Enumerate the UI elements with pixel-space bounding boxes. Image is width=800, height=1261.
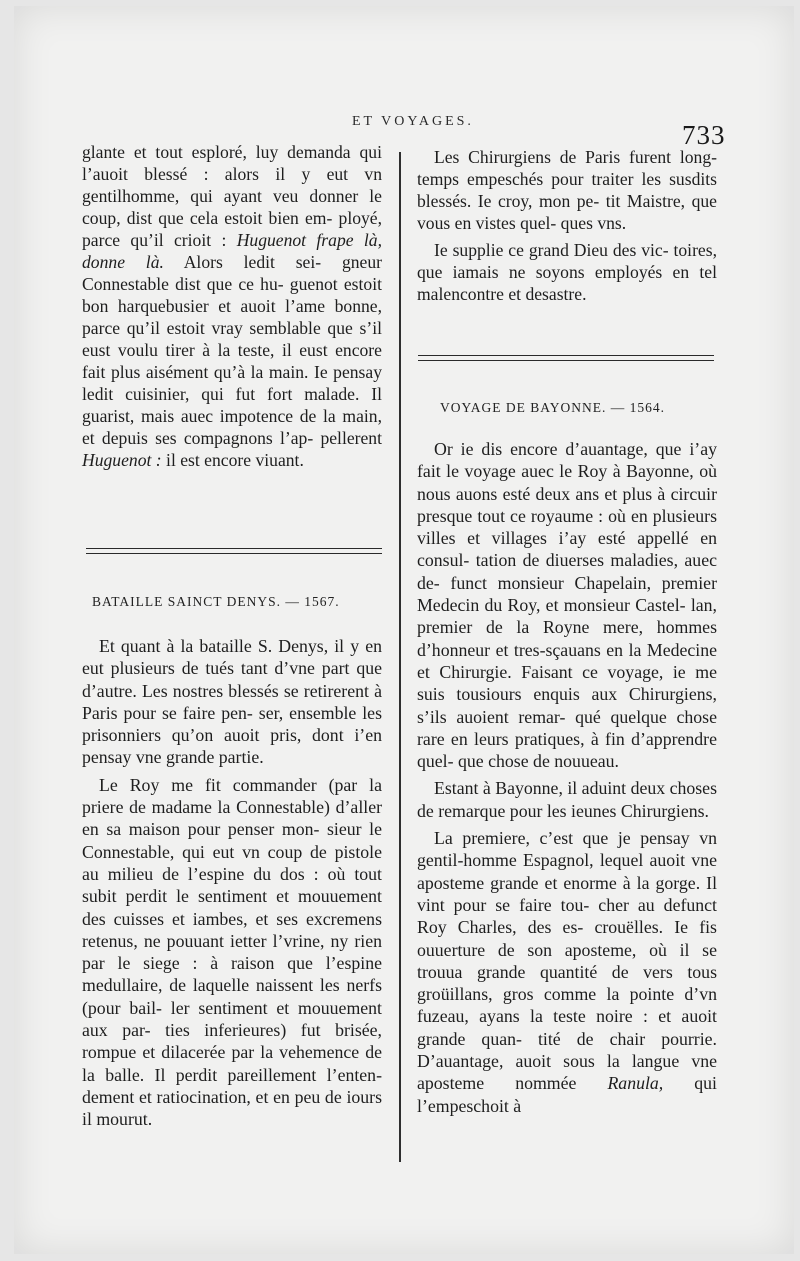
text-line: glante et tout esploré, luy demanda [82, 142, 351, 162]
text-line: tation de diuerses maladies, auec de- [417, 550, 717, 593]
text-line: ietter l’vrine, ny rien par le siege : à [82, 930, 382, 974]
italic-text: Ranula, [607, 1073, 664, 1094]
right-column-section-text [417, 438, 717, 1117]
text-line: se retirerent à Paris pour se faire pen- [82, 680, 382, 723]
text-line: vray semblable que s’il eust voulu [82, 318, 382, 360]
text-line: grande partie. [165, 747, 264, 768]
paragraph [82, 774, 382, 1131]
text-line: ployé, parce qu’il crioit : [82, 208, 383, 250]
text-line: plus aisément qu’à la main. Ie pensay [110, 362, 383, 382]
text-line: viuant. [255, 450, 304, 470]
text-line: Or ie dis encore d’auantage, que [434, 439, 682, 459]
text-line: à la gorge. Il vint pour se faire tou- [417, 872, 718, 915]
text-line: raison que l’espine medullaire, de [82, 953, 382, 996]
text-line: toires, que iamais ne soyons employés [417, 240, 717, 282]
text-line: nommée [515, 1073, 608, 1094]
text-line: Les Chirurgiens de Paris furent [434, 147, 672, 167]
text-line: royaume : où en plusieurs villes et [417, 505, 717, 549]
text-line: ler sentiment et mouuement aux par- [82, 997, 382, 1041]
text-line: aux Chirurgiens, s’ils auoient remar- [417, 684, 717, 727]
text-line: auoit sous la langue vne aposteme [417, 1051, 717, 1094]
text-line: quantité de vers tous groüillans, gros [417, 961, 717, 1005]
text-line: lan, premier de la Royne mere, [417, 595, 717, 638]
text-line: d’aller en sa maison pour penser mon- [82, 797, 383, 840]
text-line: i’ay fait le voyage auec le Roy à [417, 439, 717, 482]
text-line: tité de chair pourrie. D’auantage, [417, 1028, 717, 1072]
text-line: iours il mourut. [82, 1086, 382, 1130]
left-column-section-text [82, 630, 382, 1131]
text-line: Ie supplie ce grand Dieu des vic- [434, 240, 669, 260]
text-line: tit Maistre, que vous en vistes quel- [417, 191, 717, 233]
text-line: Chirurgiens. [620, 800, 710, 821]
section-divider-rule [418, 355, 714, 361]
text-line: crouëlles. Ie fis ouuerture de son [417, 917, 717, 960]
text-line: Medecin du Roy, et monsieur Castel- [417, 595, 686, 616]
text-line: ans et plus à circuir presque tout ce [417, 483, 717, 526]
text-line: gneur Connestable dist que ce hu- [82, 252, 382, 294]
column-divider [399, 152, 401, 1162]
text-line: Et quant à la bataille S. Denys, il [99, 636, 345, 656]
text-line: auoit pris, dont i’en pensay vne [82, 725, 382, 768]
right-column-top-text [417, 146, 717, 305]
text-line: main, et depuis ses compagnons l’ap- [82, 406, 382, 448]
text-line: qui l’auoit blessé : alors il y eut vn [82, 142, 382, 184]
text-line: le coup, dist que cela estoit bien em- [82, 186, 382, 228]
paragraph [417, 827, 717, 1117]
paragraph [417, 239, 717, 305]
text-line: Estant à Bayonne, il aduint deux [434, 778, 666, 799]
text-line: la teste noire : et auoit grande quan- [417, 1006, 717, 1049]
text-line: ledit cuisinier, qui fut fort malade. [82, 384, 360, 404]
paragraph [417, 777, 717, 822]
text-line: auoit l’ame bonne, parce qu’il estoit [82, 296, 382, 338]
text-line: il est encore [161, 450, 252, 470]
text-line: funct monsieur Chapelain, premier [450, 572, 717, 593]
text-line: aposteme, où il se trouua grande [417, 939, 717, 982]
text-line: ques vns. [560, 213, 627, 233]
section-divider-rule [86, 548, 382, 554]
text-line: auoit vne aposteme grande et enorme [417, 850, 717, 893]
text-line: dos : où tout subit perdit le sentiment [82, 863, 382, 907]
section-title-voyage-de-bayonne: VOYAGE DE BAYONNE. — 1564. [440, 400, 665, 415]
text-line: et ses excremens retenus, ne pouuant [82, 908, 382, 951]
paragraph [82, 141, 382, 471]
text-line: villages i’ay esté appellé en consul- [417, 528, 717, 571]
text-line: cher au defunct Roy Charles, des es- [417, 894, 717, 938]
text-line: ties inferieures) fut brisée, rompue et [82, 1020, 383, 1063]
text-line: Le Roy me fit commander (par la [99, 774, 382, 795]
text-line: La premiere, c’est que je pensay [434, 828, 690, 849]
paragraph [417, 438, 717, 772]
text-line: hommes d’honneur et tres-sçauans en [417, 617, 717, 660]
text-line: long-temps empeschés pour traiter [417, 147, 717, 189]
text-line: les susdits blessés. Ie croy, mon pe- [417, 169, 717, 211]
text-line: pratiques, à fin d’apprendre quel- [417, 728, 717, 772]
text-line: comme la pointe d’vn fuzeau, ayans [417, 984, 718, 1027]
text-line: vn gentil-homme Espagnol, lequel [417, 828, 717, 871]
text-line: y en eut plusieurs de tués tant d’vne [82, 636, 383, 679]
text-line: voyage, ie me suis tousiours enquis [417, 661, 717, 705]
paragraph [82, 635, 382, 769]
italic-text: frape là, donne là. [82, 230, 382, 272]
text-line: laquelle naissent les nerfs (pour bail- [82, 975, 382, 1018]
text-line: en tel malencontre et desastre. [417, 262, 717, 304]
text-line: de pistole au milieu de l’espine du [82, 841, 382, 884]
text-line: et mouuement des cuisses et iambes, [82, 886, 382, 929]
italic-text: Huguenot : [82, 450, 162, 470]
text-line: Bayonne, où nous auons esté deux [417, 461, 717, 504]
section-title-bataille-sainct-denys: BATAILLE SAINCT DENYS. — 1567. [92, 594, 340, 609]
text-line: priere de madame la Connestable) [82, 797, 330, 818]
text-line: la Medecine et Chirurgie. Faisant ce [417, 639, 717, 682]
italic-text: Huguenot [236, 230, 307, 250]
left-column-continued-text [82, 141, 382, 471]
text-line: dement et ratiocination, et en peu de [82, 1086, 342, 1107]
text-line: ser, ensemble les prisonniers qu’on [82, 702, 382, 746]
text-line: part que d’autre. Les nostres blessés [82, 658, 382, 701]
text-line: Il guarist, mais auec impotence de la [82, 384, 382, 426]
running-head: ET VOYAGES. [352, 114, 474, 129]
text-line: Alors ledit sei- [163, 252, 322, 272]
text-line: sieur le Connestable, qui eut vn coup [82, 819, 382, 862]
text-line: tirer à la teste, il eust encore fait [82, 340, 382, 382]
text-line: balle. Il perdit pareillement l’enten- [105, 1064, 382, 1085]
text-line: guenot estoit bon harquebusier et [82, 274, 382, 316]
text-line: qué quelque chose rare en leurs [417, 706, 717, 749]
text-line: pellerent [320, 428, 382, 448]
page-number: 733 [682, 120, 726, 150]
text-line: qui l’empeschoit à [417, 1073, 717, 1116]
paragraph [417, 146, 717, 234]
text-line: gentilhomme, qui ayant veu donner [82, 186, 359, 206]
text-line: que chose de nouueau. [458, 751, 619, 772]
text-line: dilacerée par la vehemence de la [82, 1042, 382, 1085]
text-line: choses de remarque pour les ieunes [417, 778, 717, 821]
